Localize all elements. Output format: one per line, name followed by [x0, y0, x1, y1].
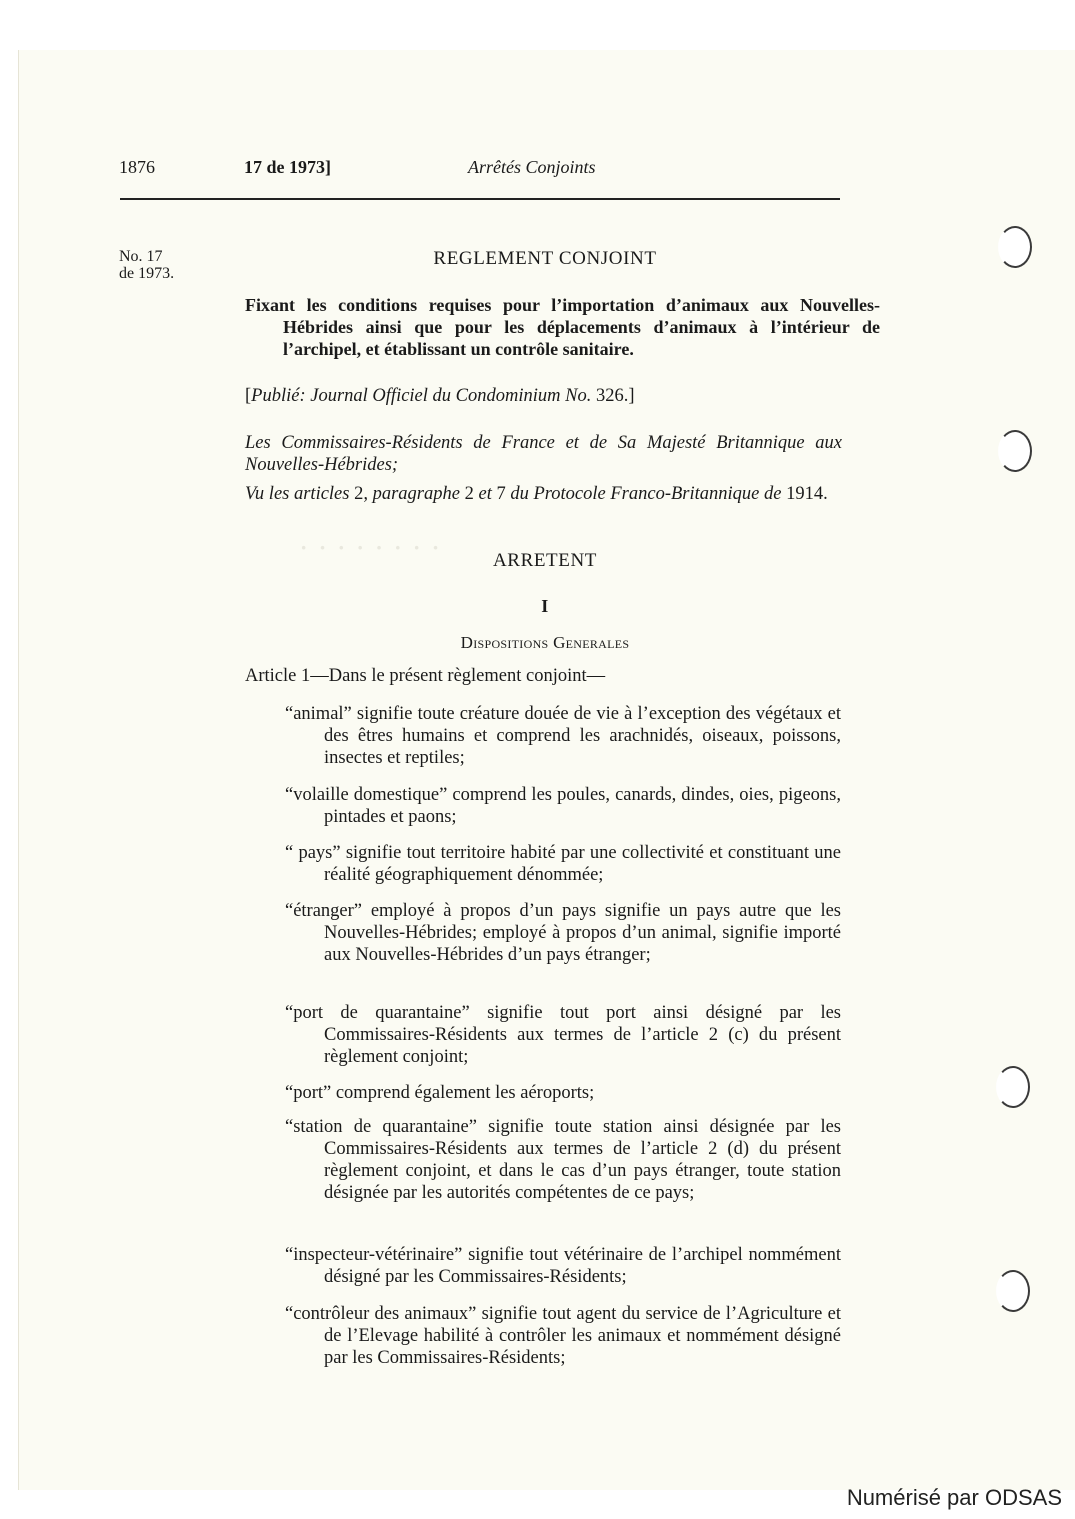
- definition-item: “port de quarantaine” signifie tout port ainsi désigné par les Commissaires-Résidents aux termes de l’article 2 (c) du présent règlement conjoint;: [285, 1003, 841, 1067]
- binder-hole-icon: [998, 226, 1032, 268]
- definition-item: “étranger” employé à propos d’un pays signifie un pays autre que les Nouvelles-Hébrides; employé à propos d’un animal, signifie importé aux Nouvelles-Hébrides d’un pays étranger;: [285, 901, 841, 965]
- chapter-title: Dispositions Generales: [460, 633, 630, 652]
- publication-close: .]: [623, 386, 635, 406]
- chapter-number: I: [541, 596, 549, 616]
- article-1-intro: Article 1—Dans le présent règlement conjoint—: [245, 666, 606, 686]
- definition-item: “inspecteur-vétérinaire” signifie tout vétérinaire de l’archipel nommément désigné par les Commissaires-Résidents;: [285, 1245, 841, 1287]
- publication-text: Publié: Journal Officiel du Condominium No.: [251, 386, 592, 406]
- page-number: 1876: [119, 157, 155, 177]
- digitization-credit: Numérisé par ODSAS: [846, 1485, 1062, 1510]
- binder-hole-icon: [996, 1270, 1030, 1312]
- binder-hole-icon: [998, 430, 1032, 472]
- binder-hole-icon: [996, 1066, 1030, 1108]
- definition-item: “port” comprend également les aéroports;: [285, 1083, 595, 1103]
- document-subtitle: Fixant les conditions requises pour l’importation d’animaux aux Nouvelles-Hébrides ainsi que pour les déplacements d’animaux à l’intérieur de l’archipel, et établissant un contrôle sanitaire.: [245, 295, 880, 359]
- preamble-vu-text: Vu les articles: [245, 484, 350, 504]
- issue-reference: 17 de 1973]: [244, 157, 331, 177]
- preamble-vu-text: du Protocole Franco-Britannique de: [510, 484, 782, 504]
- publication-reference: [245, 385, 845, 407]
- preamble-vu-number: 7: [496, 484, 506, 504]
- definition-item: “station de quarantaine” signifie toute station ainsi désignée par les Commissaires-Résidents aux termes de l’article 2 (d) du présent règlement conjoint, et dans le cas d’un pays étranger, toute station désignée par les autorités compétentes de ce pays;: [285, 1117, 841, 1203]
- preamble-vu-number: 2: [464, 484, 474, 504]
- definition-item: “animal” signifie toute créature douée de vie à l’exception des végétaux et des êtres humains et comprend les arachnidés, oiseaux, poissons, insectes et reptiles;: [285, 704, 841, 768]
- section-title: Arrêtés Conjoints: [468, 157, 596, 177]
- preamble-vu: [245, 483, 842, 505]
- margin-note-number: No. 17: [119, 248, 163, 265]
- preamble-vu-text: et: [478, 484, 492, 504]
- arretent-heading: ARRETENT: [492, 550, 597, 571]
- margin-note-year: de 1973.: [119, 265, 175, 282]
- publication-number: 326: [595, 386, 624, 406]
- publication-open: [: [245, 386, 252, 406]
- definition-item: “ pays” signifie tout territoire habité par une collectivité et constituant une réalité géographiquement dénommée;: [285, 843, 841, 885]
- definition-item: “volaille domestique” comprend les poules, canards, dindes, oies, pigeons, pintades et paons;: [285, 785, 841, 827]
- preamble-vu-year: 1914: [786, 484, 824, 504]
- document-title: REGLEMENT CONJOINT: [433, 248, 657, 269]
- definition-item: “contrôleur des animaux” signifie tout agent du service de l’Agriculture et de l’Elevage habilité à contrôler les animaux et nommément désigné par les Commissaires-Résidents;: [285, 1304, 841, 1368]
- header-divider: [120, 198, 840, 200]
- show-through-text: · · · · · · · ·: [300, 535, 443, 560]
- preamble-vu-text: , paragraphe: [363, 484, 460, 504]
- preamble-vu-number: 2: [354, 484, 364, 504]
- margin-note: [119, 248, 174, 282]
- preamble-commissaires: Les Commissaires-Résidents de France et de Sa Majesté Britannique aux Nouvelles-Hébrides;: [245, 433, 842, 475]
- preamble-vu-end: .: [823, 484, 828, 504]
